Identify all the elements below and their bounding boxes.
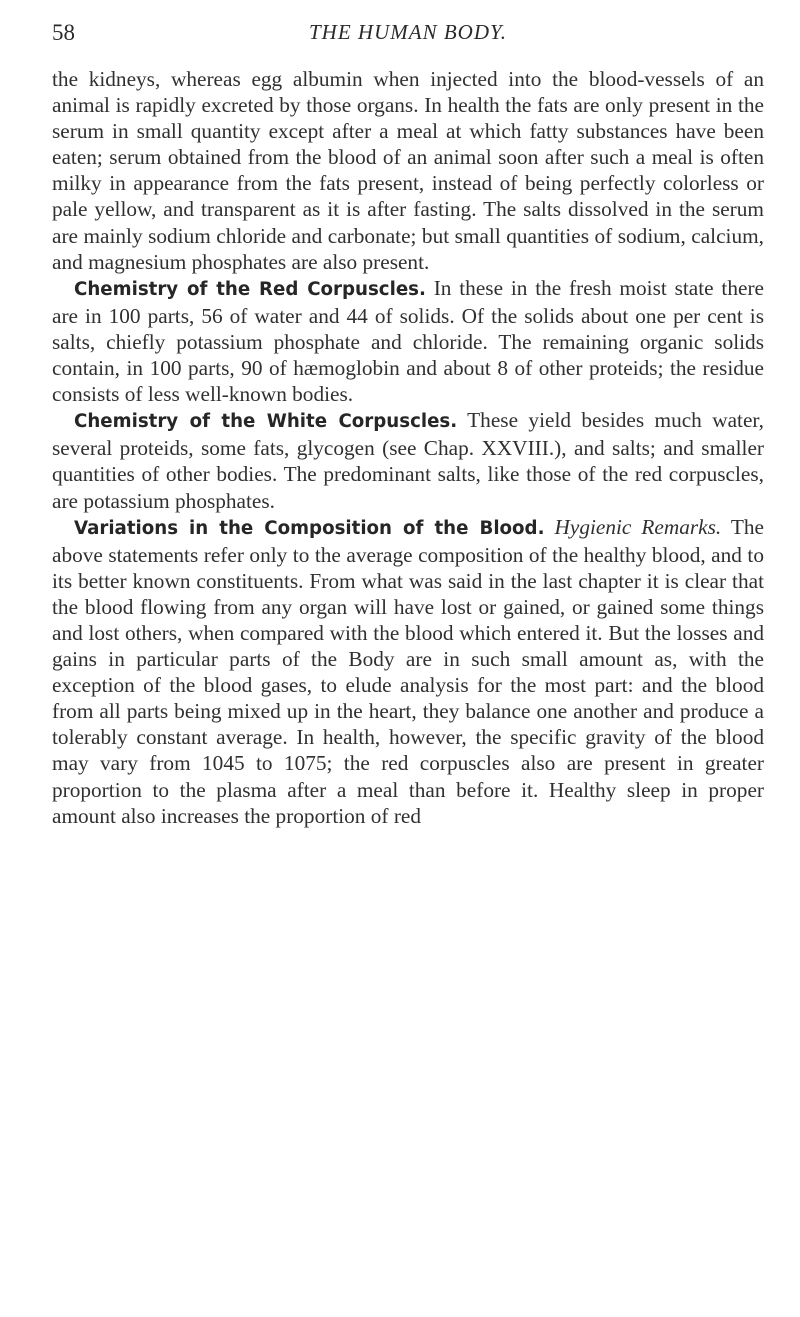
paragraph-text: These yield besides much water, several proteids, some fats, glycogen (see Chap. XXVIII.), and salts; and smaller quantities of other bodies. The predominant salts, like those of the red corpuscles, are potassium phosphates. [52,408,764,513]
paragraph-red-corpuscles [52,275,764,407]
page-number: 58 [52,20,75,45]
paragraph-text: In these in the fresh moist state there are in 100 parts, 56 of water and 44 of solids. Of the solids about one per cent is salts, chiefly potassium phosphate and chloride. The remaining organic solids contain, in 100 parts, 90 of hæmoglobin and about 8 of other proteids; the residue consists of less well-known bodies. [52,275,764,407]
book-page [52,16,764,829]
section-heading-white-corpuscles: Chemistry of the White Corpuscles. [74,411,458,433]
body-text [52,66,764,829]
paragraph-serum-continued [52,66,764,275]
section-heading-variations: Variations in the Composition of the Blood. [74,517,545,539]
section-heading-red-corpuscles: Chemistry of the Red Corpuscles. [74,278,426,300]
paragraph-white-corpuscles [52,407,764,513]
paragraph-variations [52,514,764,829]
paragraph-text: the kidneys, whereas egg albumin when injected into the blood-vessels of an animal is rapidly excreted by those organs. In health the fats are only present in the serum in small quantity except after a meal at which fatty substances have been eaten; serum obtained from the blood of an animal soon after such a meal is often milky in appearance from the fats present, instead of being perfectly colorless or pale yellow, and transparent as it is after fasting. The salts dissolved in the serum are mainly sodium chloride and carbonate; but small quantities of sodium, calcium, and magnesium phosphates are also present. [52,67,764,274]
section-subheading-hygienic: Hygienic Remarks. [544,514,722,539]
paragraph-text: The above statements refer only to the average composition of the healthy blood, and to its better known constituents. From what was said in the last chapter it is clear that the blood flowing from any organ will have lost or gained, or gained some things and lost others, when compared with the blood which entered it. But the losses and gains in particular parts of the Body are in such small amount as, with the exception of the blood gases, to elude analysis for the most part: and the blood from all parts being mixed up in the heart, they balance one another and produce a tolerably constant average. In health, however, the specific gravity of the blood may vary from 1045 to 1075; the red corpuscles also are present in greater proportion to the plasma after a meal than before it. Healthy sleep in proper amount also increases the proportion of red [52,514,764,828]
running-title: THE HUMAN BODY. [309,20,507,44]
running-head [52,16,764,56]
